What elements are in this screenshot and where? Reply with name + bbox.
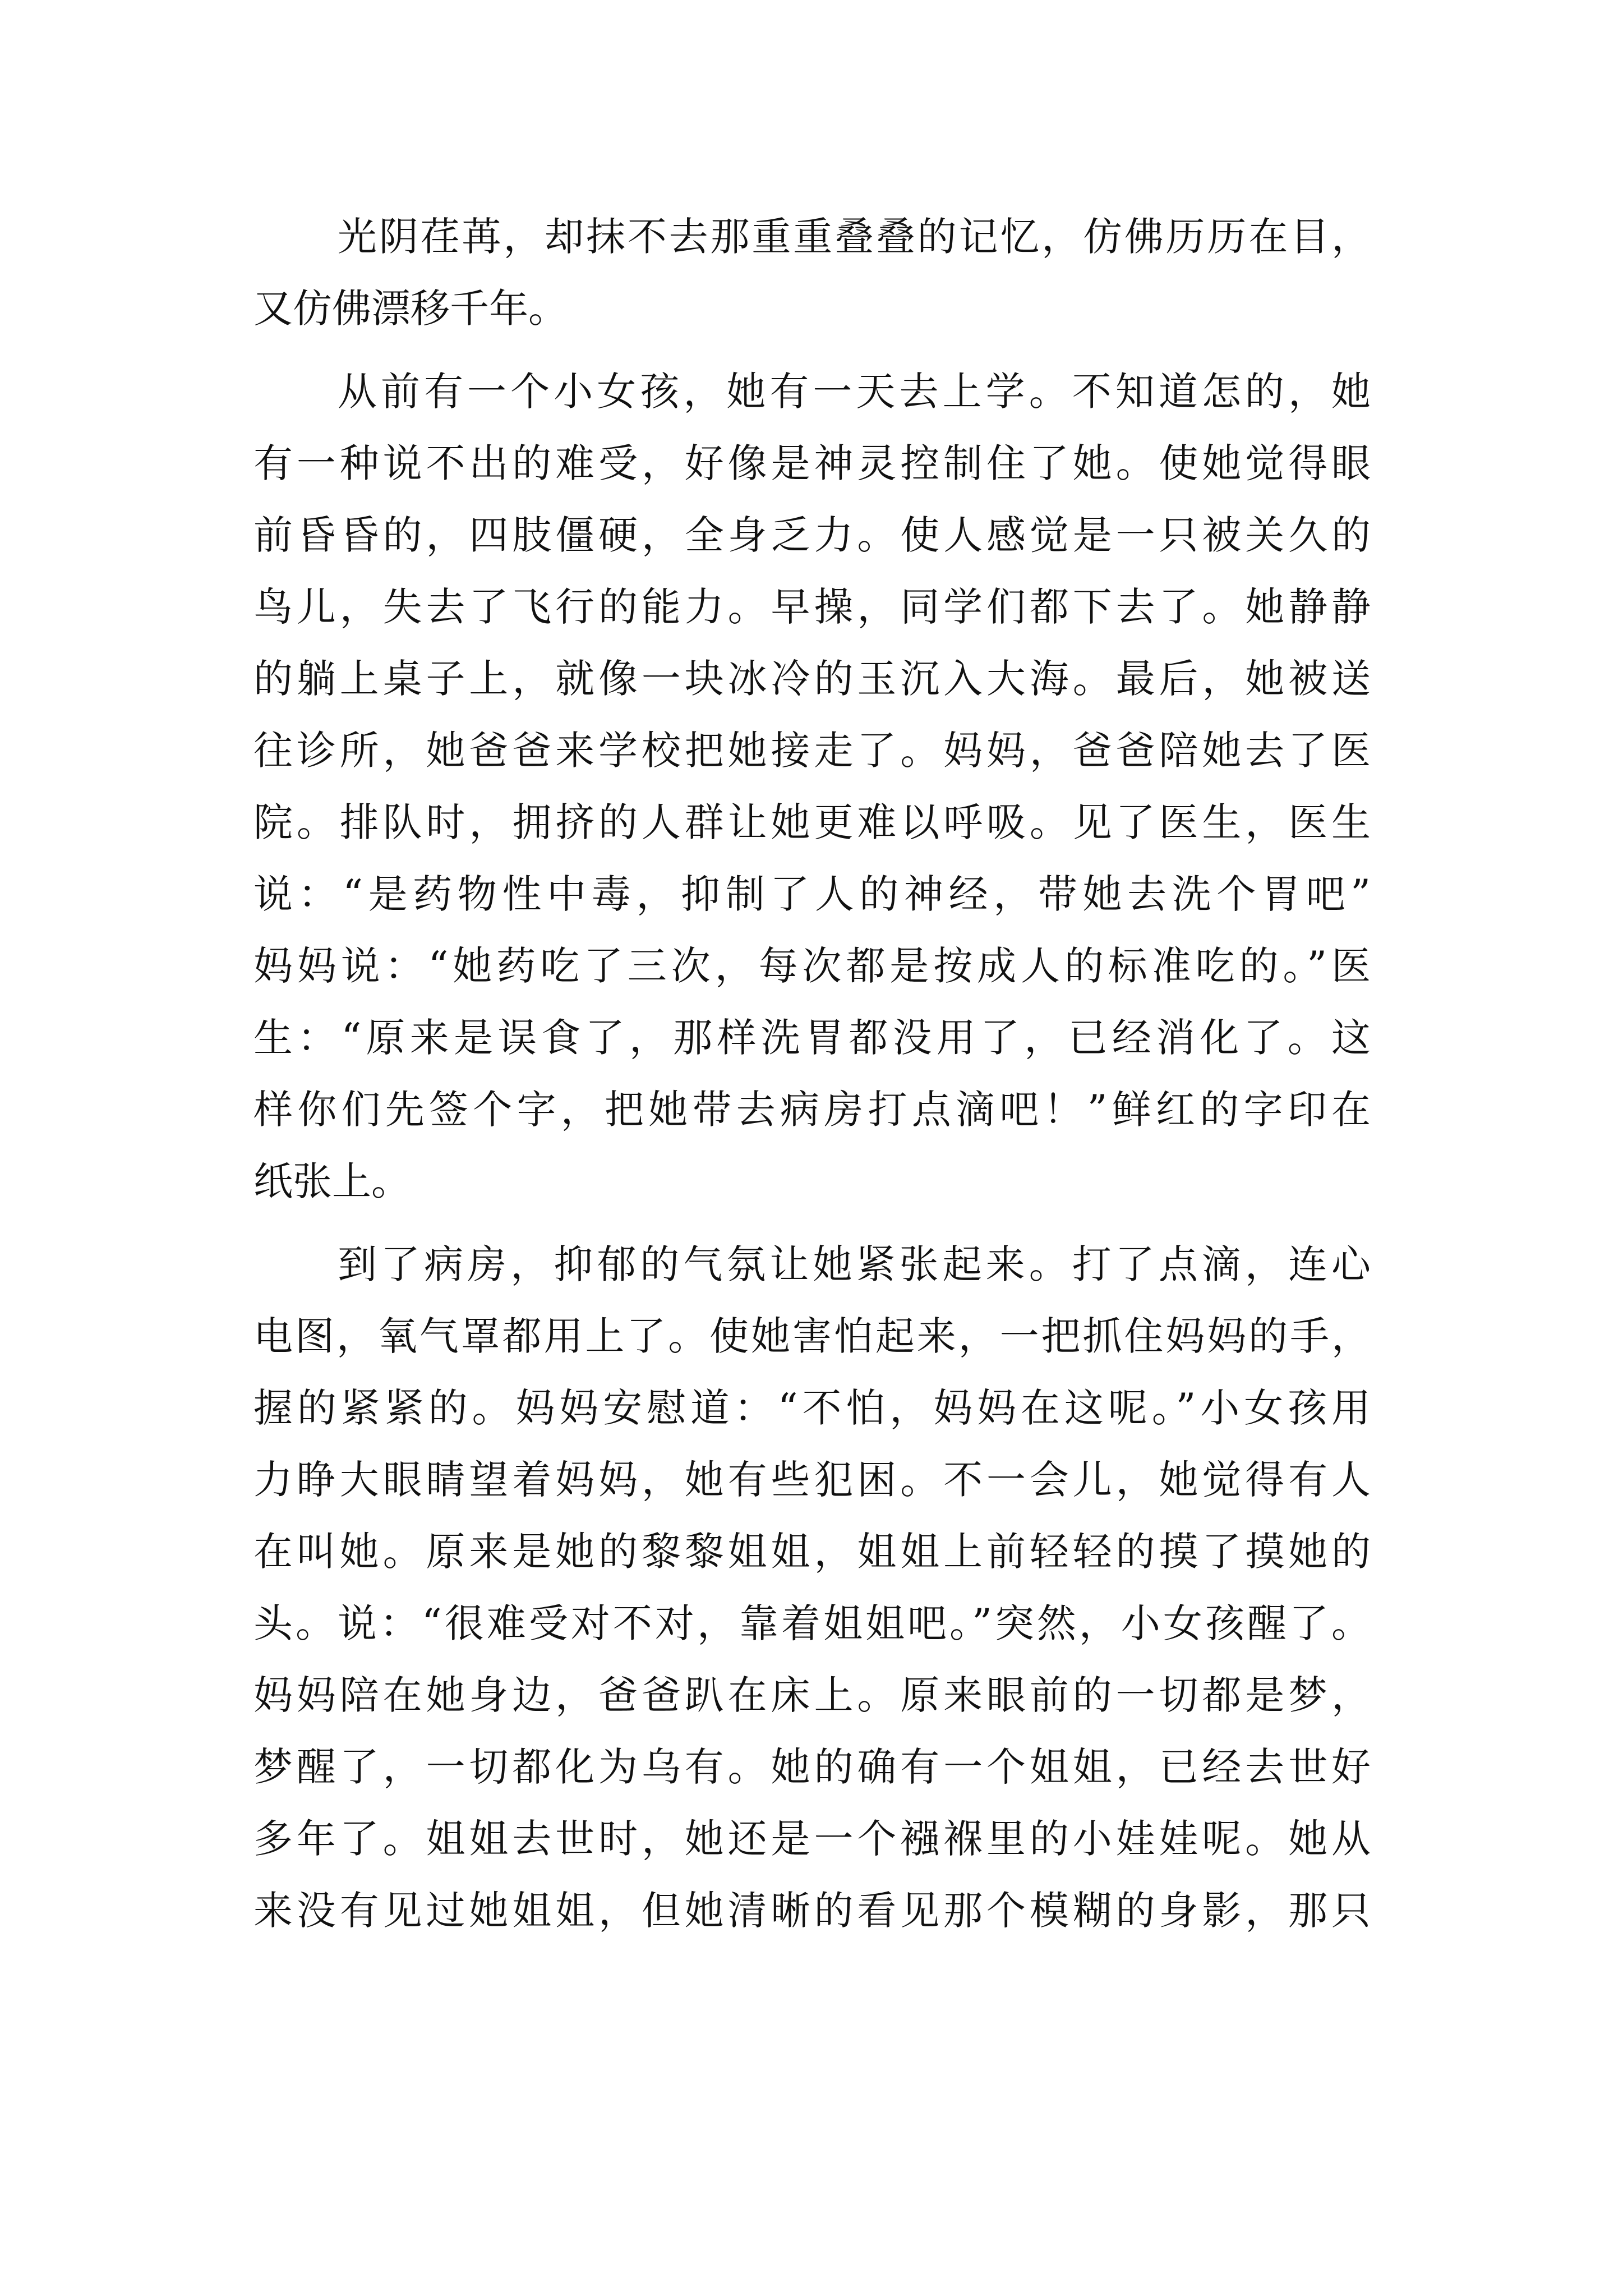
text-line: 的躺上桌子上，就像一块冰冷的玉沉入大海。最后，她被送 (253, 656, 1371, 702)
text-line: 到了病房，抑郁的气氛让她紧张起来。打了点滴，连心 (338, 1241, 1371, 1287)
text-line: 握的紧紧的。妈妈安慰道：“不怕，妈妈在这呢。”小女孩用 (253, 1385, 1371, 1431)
text-line: 多年了。姐姐去世时，她还是一个襁褓里的小娃娃呢。她从 (253, 1816, 1371, 1862)
text-line: 力睁大眼睛望着妈妈，她有些犯困。不一会儿，她觉得有人 (253, 1457, 1371, 1503)
text-line: 从前有一个小女孩，她有一天去上学。不知道怎的，她 (338, 369, 1371, 415)
text-line: 光阴荏苒，却抹不去那重重叠叠的记忆，仿佛历历在目， (338, 214, 1371, 260)
document-body (253, 201, 1371, 1947)
text-line: 在叫她。原来是她的黎黎姐姐，姐姐上前轻轻的摸了摸她的 (253, 1529, 1371, 1575)
text-line: 样你们先签个字，把她带去病房打点滴吧！”鲜红的字印在 (253, 1087, 1371, 1133)
text-line: 往诊所，她爸爸来学校把她接走了。妈妈，爸爸陪她去了医 (253, 728, 1371, 774)
text-line: 有一种说不出的难受，好像是神灵控制住了她。使她觉得眼 (253, 440, 1371, 486)
text-line: 妈妈说：“她药吃了三次，每次都是按成人的标准吃的。”医 (253, 943, 1371, 989)
paragraph (253, 356, 1371, 1217)
text-line: 又仿佛漂移千年。 (253, 286, 568, 332)
text-line: 生：“原来是误食了，那样洗胃都没用了，已经消化了。这 (253, 1015, 1371, 1061)
text-line: 院。排队时，拥挤的人群让她更难以呼吸。见了医生，医生 (253, 799, 1371, 845)
text-line: 纸张上。 (253, 1158, 411, 1204)
text-line: 妈妈陪在她身边，爸爸趴在床上。原来眼前的一切都是梦， (253, 1672, 1371, 1718)
paragraph (253, 201, 1371, 344)
text-line: 电图，氧气罩都用上了。使她害怕起来，一把抓住妈妈的手， (253, 1313, 1371, 1359)
text-line: 来没有见过她姐姐，但她清晰的看见那个模糊的身影，那只 (253, 1888, 1371, 1934)
text-line: 前昏昏的，四肢僵硬，全身乏力。使人感觉是一只被关久的 (253, 512, 1371, 558)
text-line: 头。说：“很难受对不对，靠着姐姐吧。”突然，小女孩醒了。 (253, 1600, 1371, 1646)
text-line: 梦醒了，一切都化为乌有。她的确有一个姐姐，已经去世好 (253, 1744, 1371, 1790)
text-line: 鸟儿，失去了飞行的能力。早操，同学们都下去了。她静静 (253, 584, 1371, 630)
text-line: 说：“是药物性中毒，抑制了人的神经，带她去洗个胃吧” (253, 871, 1371, 917)
paragraph (253, 1228, 1371, 1947)
